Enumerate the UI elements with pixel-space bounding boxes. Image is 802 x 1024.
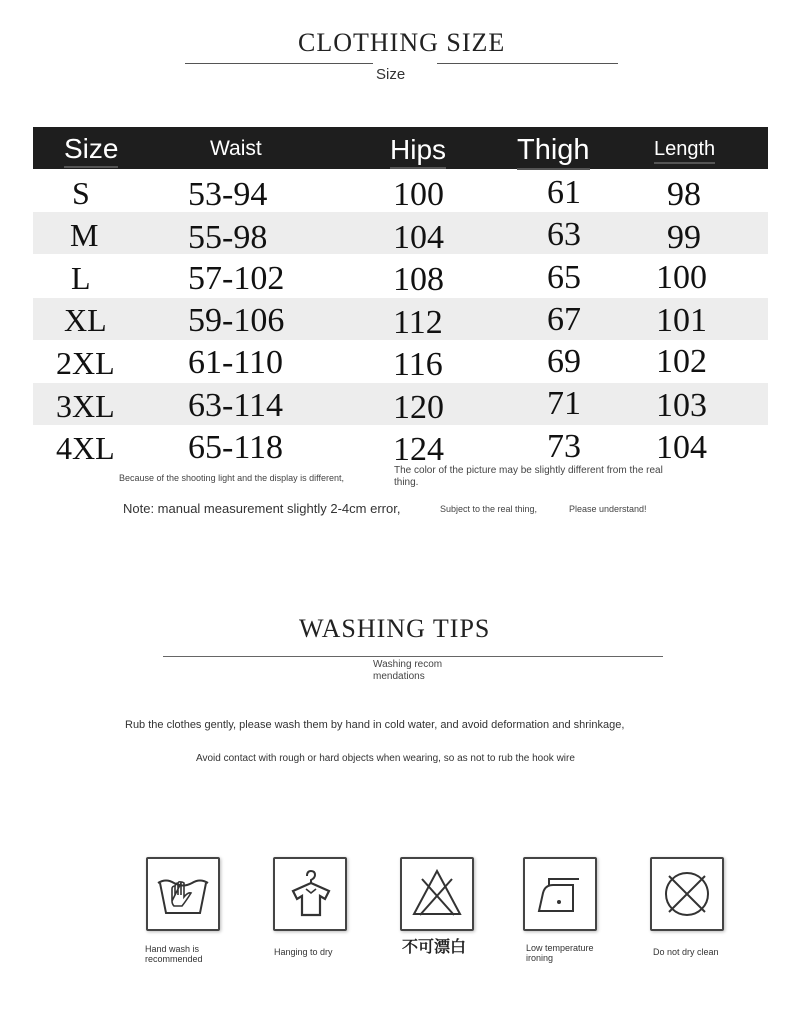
cell-hips: 112 bbox=[393, 304, 443, 341]
cell-waist: 57-102 bbox=[188, 260, 285, 297]
cell-length: 100 bbox=[656, 259, 707, 296]
cell-size: 4XL bbox=[56, 430, 115, 466]
cell-waist: 55-98 bbox=[188, 219, 268, 256]
cell-hips: 120 bbox=[393, 389, 444, 426]
washing-title-rule bbox=[163, 656, 663, 657]
color-note: The color of the picture may be slightly different from the real thing. bbox=[394, 465, 663, 488]
cell-length: 104 bbox=[656, 429, 707, 466]
cell-length: 102 bbox=[656, 343, 707, 380]
title-rule-right bbox=[437, 63, 618, 64]
cell-length: 103 bbox=[656, 387, 707, 424]
title-rule-left bbox=[185, 63, 373, 64]
cell-size: M bbox=[70, 217, 99, 253]
cell-thigh: 69 bbox=[547, 343, 581, 380]
cell-hips: 108 bbox=[393, 261, 444, 298]
clothing-size-title: CLOTHING SIZE bbox=[298, 28, 506, 57]
washing-tips-title: WASHING TIPS bbox=[299, 614, 491, 643]
header-hips: Hips bbox=[390, 134, 446, 169]
cell-length: 99 bbox=[667, 219, 701, 256]
measurement-note: Note: manual measurement slightly 2-4cm error, bbox=[123, 501, 401, 516]
cell-hips: 116 bbox=[393, 346, 443, 383]
display-note: Because of the shooting light and the display is different, bbox=[119, 473, 344, 483]
header-length: Length bbox=[654, 138, 715, 164]
low-temp-iron-label: Low temperature ironing bbox=[526, 943, 594, 963]
header-waist: Waist bbox=[210, 137, 262, 160]
cell-hips: 124 bbox=[393, 431, 444, 468]
washing-subtitle: Washing recom mendations bbox=[373, 659, 443, 682]
hanging-dry-icon bbox=[273, 857, 347, 931]
table-header-row bbox=[33, 127, 768, 169]
cell-size: XL bbox=[64, 302, 107, 338]
cell-thigh: 61 bbox=[547, 174, 581, 211]
subject-note: Subject to the real thing, bbox=[440, 504, 538, 514]
cell-size: L bbox=[71, 260, 91, 296]
header-size: Size bbox=[64, 133, 118, 168]
no-dry-clean-label: Do not dry clean bbox=[653, 947, 719, 957]
washing-tip-1: Rub the clothes gently, please wash them by hand in cold water, and avoid deformation and shrinkage, bbox=[125, 719, 625, 731]
cell-length: 98 bbox=[667, 176, 701, 213]
size-subtitle: Size bbox=[376, 66, 406, 83]
cell-thigh: 67 bbox=[547, 301, 581, 338]
cell-size: 3XL bbox=[56, 388, 115, 424]
cell-thigh: 73 bbox=[547, 428, 581, 465]
cell-size: S bbox=[72, 175, 90, 211]
cell-hips: 104 bbox=[393, 219, 444, 256]
hand-wash-label: Hand wash is recommended bbox=[145, 944, 203, 964]
header-thigh: Thigh bbox=[517, 134, 590, 170]
hand-wash-icon bbox=[146, 857, 220, 931]
cell-thigh: 65 bbox=[547, 259, 581, 296]
cell-waist: 63-114 bbox=[188, 387, 284, 424]
cell-waist: 59-106 bbox=[188, 302, 285, 339]
cell-thigh: 63 bbox=[547, 216, 581, 253]
cell-waist: 53-94 bbox=[188, 176, 268, 213]
cell-thigh: 71 bbox=[547, 385, 581, 422]
cell-waist: 61-110 bbox=[188, 344, 284, 381]
cell-waist: 65-118 bbox=[188, 429, 284, 466]
hanging-dry-label: Hanging to dry bbox=[274, 947, 333, 957]
low-temp-iron-icon bbox=[523, 857, 597, 931]
cell-hips: 100 bbox=[393, 176, 444, 213]
no-bleach-label: 不可漂白 bbox=[402, 939, 467, 956]
understand-note: Please understand! bbox=[569, 504, 647, 514]
cell-length: 101 bbox=[656, 302, 707, 339]
no-bleach-icon bbox=[400, 857, 474, 931]
cell-size: 2XL bbox=[56, 345, 115, 381]
washing-tip-2: Avoid contact with rough or hard objects when wearing, so as not to rub the hook wire bbox=[196, 753, 575, 764]
no-dry-clean-icon bbox=[650, 857, 724, 931]
